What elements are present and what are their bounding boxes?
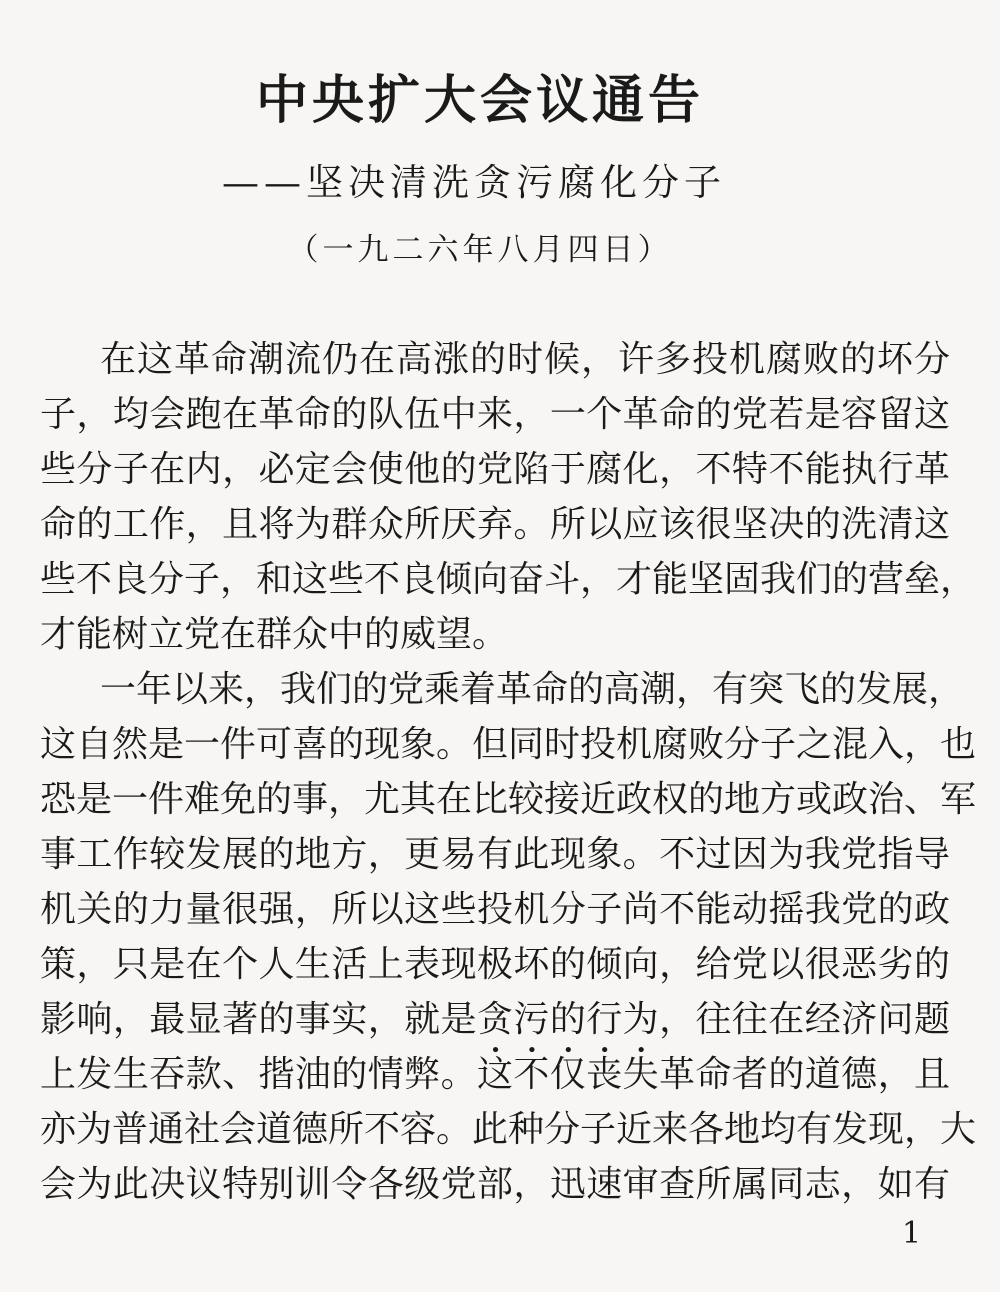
text-line: 在这革命潮流仍在高涨的时候，许多投机腐败的坏分	[100, 339, 950, 380]
emphasized-text: 贪污的行为	[476, 999, 660, 1040]
text-line: 子，均会跑在革命的队伍中来，一个革命的党若是容留这	[40, 394, 950, 435]
text-line: 才能树立党在群众中的威望。	[40, 614, 509, 655]
text-line: 上发生吞款、揩油的情弊。这不仅丧失革命者的道德，且	[40, 1054, 950, 1095]
text-segment: ，往往在经济问题	[659, 999, 950, 1040]
text-line: 事工作较发展的地方，更易有此现象。不过因为我党指导	[40, 834, 950, 875]
text-line: 机关的力量很强，所以这些投机分子尚不能动摇我党的政	[40, 889, 950, 930]
document-body	[40, 332, 977, 1212]
text-segment: 影响，最显著的事实，就是	[40, 999, 477, 1040]
document-subtitle: ——坚决清洗贪污腐化分子	[222, 161, 726, 204]
text-line: 这自然是一件可喜的现象。但同时投机腐败分子之混入，也	[40, 724, 977, 765]
text-line: 些分子在内，必定会使他的党陷于腐化，不特不能执行革	[40, 449, 950, 490]
text-line: 些不良分子，和这些不良倾向奋斗，才能坚固我们的营垒，	[40, 559, 977, 600]
text-line: 命的工作，且将为群众所厌弃。所以应该很坚决的洗清这	[40, 504, 950, 545]
page-number: 1	[902, 1216, 922, 1251]
document-title: 中央扩大会议通告	[255, 70, 704, 131]
text-line: 一年以来，我们的党乘着革命的高潮，有突飞的发展，	[100, 669, 965, 710]
text-line	[40, 992, 950, 1047]
text-line: 亦为普通社会道德所不容。此种分子近来各地均有发现，大	[40, 1109, 977, 1150]
text-line: 恐是一件难免的事，尤其在比较接近政权的地方或政治、军	[40, 779, 977, 820]
text-line: 策，只是在个人生活上表现极坏的倾向，给党以很恶劣的	[40, 944, 950, 985]
text-line: 会为此决议特别训令各级党部，迅速审查所属同志，如有	[40, 1164, 950, 1205]
document-date: （一九二六年八月四日）	[287, 232, 673, 268]
